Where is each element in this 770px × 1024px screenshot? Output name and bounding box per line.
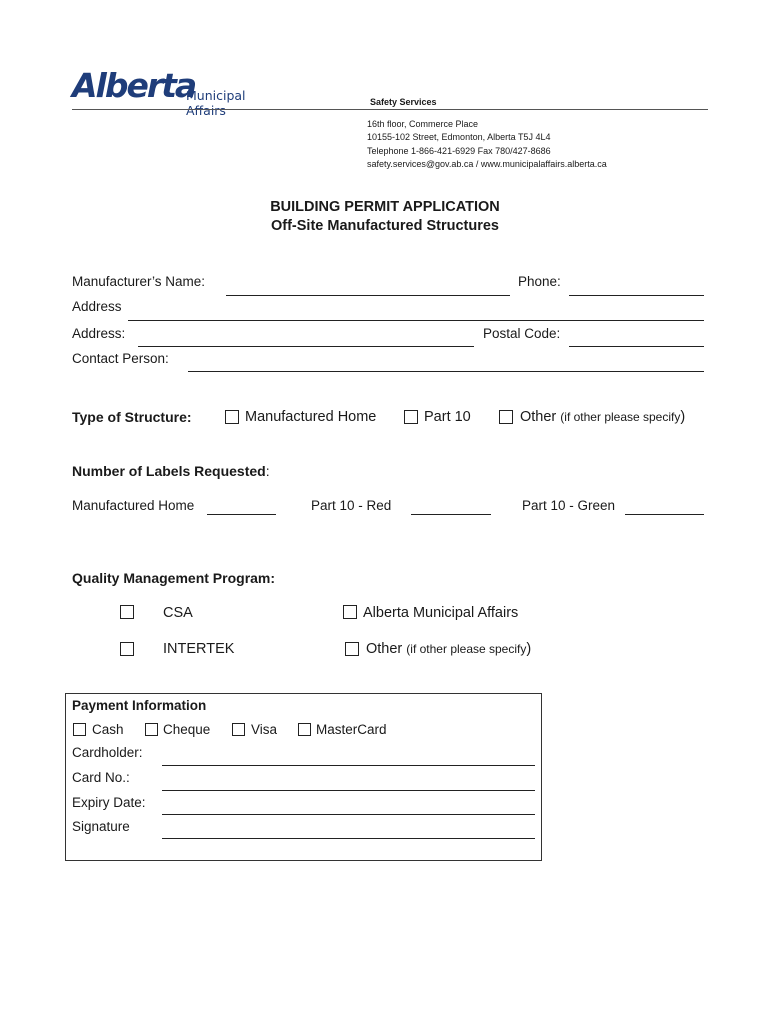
other-structure-label: Other <box>520 409 557 425</box>
phone-field[interactable] <box>569 295 704 296</box>
cash-checkbox[interactable] <box>73 723 86 736</box>
payment-box <box>65 693 542 861</box>
manufactured-home-option: Manufactured Home <box>245 409 377 425</box>
payment-heading: Payment Information <box>72 698 207 713</box>
address-label-2: Address: <box>72 326 126 341</box>
part10-option: Part 10 <box>424 409 471 425</box>
intertek-option: INTERTEK <box>163 641 235 657</box>
other-structure-paren: ) <box>680 409 686 425</box>
address-field-2[interactable] <box>138 346 474 347</box>
label-part10-green: Part 10 - Green <box>522 498 616 513</box>
address-label-1: Address <box>72 299 122 314</box>
contact-block <box>367 118 607 171</box>
label-manufactured-home-field[interactable] <box>207 514 276 515</box>
manufacturer-name-field[interactable] <box>226 295 510 296</box>
qmp-heading: Quality Management Program: <box>72 570 276 586</box>
manufacturer-name-label: Manufacturer’s Name: <box>72 274 206 289</box>
cash-option: Cash <box>92 722 124 737</box>
alberta-municipal-affairs-checkbox[interactable] <box>343 605 357 619</box>
label-part10-red-field[interactable] <box>411 514 491 515</box>
label-manufactured-home: Manufactured Home <box>72 498 195 513</box>
signature-field[interactable] <box>162 838 535 839</box>
label-part10-red: Part 10 - Red <box>311 498 392 513</box>
alberta-municipal-affairs-option: Alberta Municipal Affairs <box>363 605 519 621</box>
other-structure-hint: (if other please specify <box>560 410 681 424</box>
manufactured-home-checkbox[interactable] <box>225 410 239 424</box>
label-part10-green-field[interactable] <box>625 514 704 515</box>
header-rule <box>72 109 708 110</box>
other-qmp-option <box>366 641 531 657</box>
csa-checkbox[interactable] <box>120 605 134 619</box>
other-structure-option <box>520 409 685 425</box>
contact-person-field[interactable] <box>188 371 704 372</box>
phone-fax-line: Telephone 1-866-421-6929 Fax 780/427-8686 <box>367 145 551 156</box>
address-line-1: 16th floor, Commerce Place <box>367 119 479 129</box>
visa-option: Visa <box>251 722 278 737</box>
signature-label: Signature <box>72 819 130 834</box>
expiry-date-label: Expiry Date: <box>72 795 146 810</box>
other-qmp-checkbox[interactable] <box>345 642 359 656</box>
mastercard-checkbox[interactable] <box>298 723 311 736</box>
labels-heading-colon: : <box>265 463 270 479</box>
other-qmp-label: Other <box>366 641 403 657</box>
alberta-logo <box>72 66 284 118</box>
cheque-checkbox[interactable] <box>145 723 158 736</box>
visa-checkbox[interactable] <box>232 723 245 736</box>
cardholder-label: Cardholder: <box>72 745 143 760</box>
card-number-field[interactable] <box>162 790 535 791</box>
expiry-date-field[interactable] <box>162 814 535 815</box>
postal-code-label: Postal Code: <box>483 326 561 341</box>
other-structure-checkbox[interactable] <box>499 410 513 424</box>
address-field-1[interactable] <box>128 320 704 321</box>
postal-code-field[interactable] <box>569 346 704 347</box>
form-title <box>0 198 770 236</box>
contact-person-label: Contact Person: <box>72 351 169 366</box>
form-title-sub: Off-Site Manufactured Structures <box>271 218 499 234</box>
phone-label: Phone: <box>518 274 561 289</box>
logo-wordmark: Alberta <box>72 66 196 105</box>
department-name: Safety Services <box>370 97 437 107</box>
part10-checkbox[interactable] <box>404 410 418 424</box>
card-number-label: Card No.: <box>72 770 130 785</box>
structure-type-label: Type of Structure: <box>72 409 192 425</box>
form-title-main: BUILDING PERMIT APPLICATION <box>270 199 500 215</box>
labels-heading-text: Number of Labels Requested <box>72 463 266 479</box>
labels-heading <box>72 463 270 479</box>
other-qmp-paren: ) <box>526 641 532 657</box>
email-web-line: safety.services@gov.ab.ca / www.municipalaffairs.alberta.ca <box>367 158 607 169</box>
logo-subtitle: Municipal Affairs <box>186 88 246 118</box>
mastercard-option: MasterCard <box>316 722 387 737</box>
other-qmp-hint: (if other please specify <box>406 642 527 656</box>
cheque-option: Cheque <box>163 722 211 737</box>
csa-option: CSA <box>163 605 193 621</box>
address-line-2: 10155-102 Street, Edmonton, Alberta T5J 4L4 <box>367 132 551 143</box>
cardholder-field[interactable] <box>162 765 535 766</box>
intertek-checkbox[interactable] <box>120 642 134 656</box>
